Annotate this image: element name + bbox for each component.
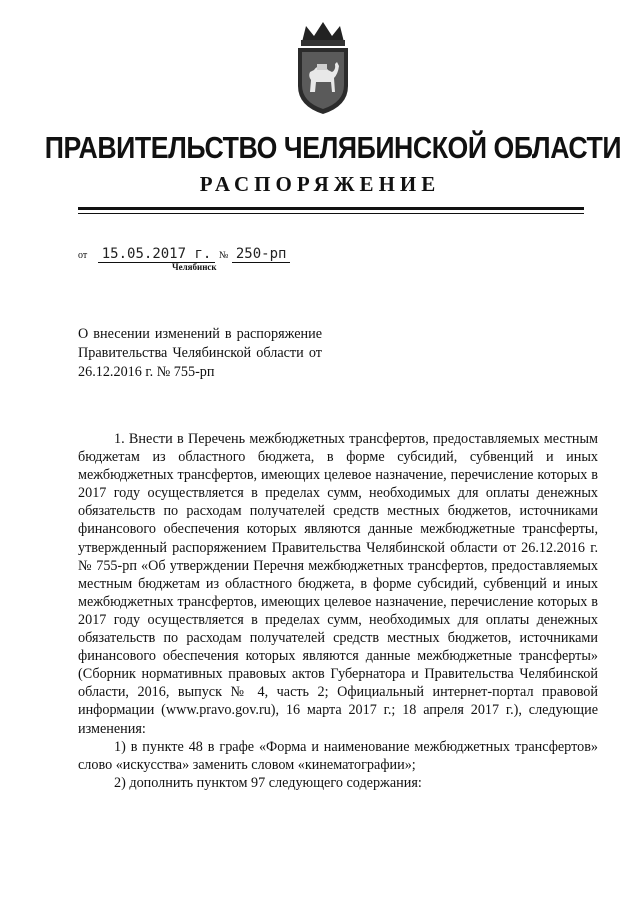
header-divider-thin <box>78 213 584 214</box>
paragraph-item-1: 1) в пункте 48 в графе «Форма и наименование межбюджетных трансфертов» слово «искусства» заменить словом «кинематографии»; <box>78 738 598 773</box>
number-label: № <box>218 250 229 261</box>
header-divider-thick <box>78 207 584 210</box>
coat-of-arms-emblem <box>290 20 356 116</box>
document-number: 250-рп <box>232 246 291 263</box>
document-subject: О внесении изменений в распоряжение Правительства Челябинской области от 26.12.2016 г. № 755-рп <box>78 326 322 380</box>
city-name: Челябинск <box>172 262 217 272</box>
document-body <box>78 430 598 792</box>
date-from-label: от <box>78 250 88 261</box>
document-type: РАСПОРЯЖЕНИЕ <box>199 172 441 196</box>
government-title: ПРАВИТЕЛЬСТВО ЧЕЛЯБИНСКОЙ ОБЛАСТИ <box>44 130 622 165</box>
document-date: 15.05.2017 г. <box>98 246 216 263</box>
paragraph-item-2: 2) дополнить пунктом 97 следующего содержания: <box>114 774 422 791</box>
dateline <box>78 246 290 263</box>
paragraph-main: 1. Внести в Перечень межбюджетных трансфертов, предоставляемых местным бюджетам из областного бюджета, в форме субсидий, субвенций и иных межбюджетных трансфертов, имеющих целевое назначение, перечисление которых в 2017 году осуществляется в пределах сумм, необходимых для оплаты денежных обязательств по расходам получателей средств местных бюджетов, источниками финансового обеспечения которых являются данные межбюджетные трансферты, утвержденный распоряжением Правительства Челябинской области от 26.12.2016 г. № 755-рп «Об утверждении Перечня межбюджетных трансфертов, предоставляемых местным бюджетам из областного бюджета, в форме субсидий, субвенций и иных межбюджетных трансфертов, имеющих целевое назначение, перечисление которых в 2017 году осуществляется в пределах сумм, необходимых для оплаты денежных обязательств по расходам получателей средств местных бюджетов, источниками финансового обеспечения которых являются данные межбюджетные трансферты» (Сборник нормативных правовых актов Губернатора и Правительства Челябинской области, 2016, выпуск № 4, часть 2; Официальный интернет-портал правовой информации (www.pravo.gov.ru), 16 марта 2017 г.; 18 апреля 2017 г.), следующие изменения: <box>78 431 598 737</box>
